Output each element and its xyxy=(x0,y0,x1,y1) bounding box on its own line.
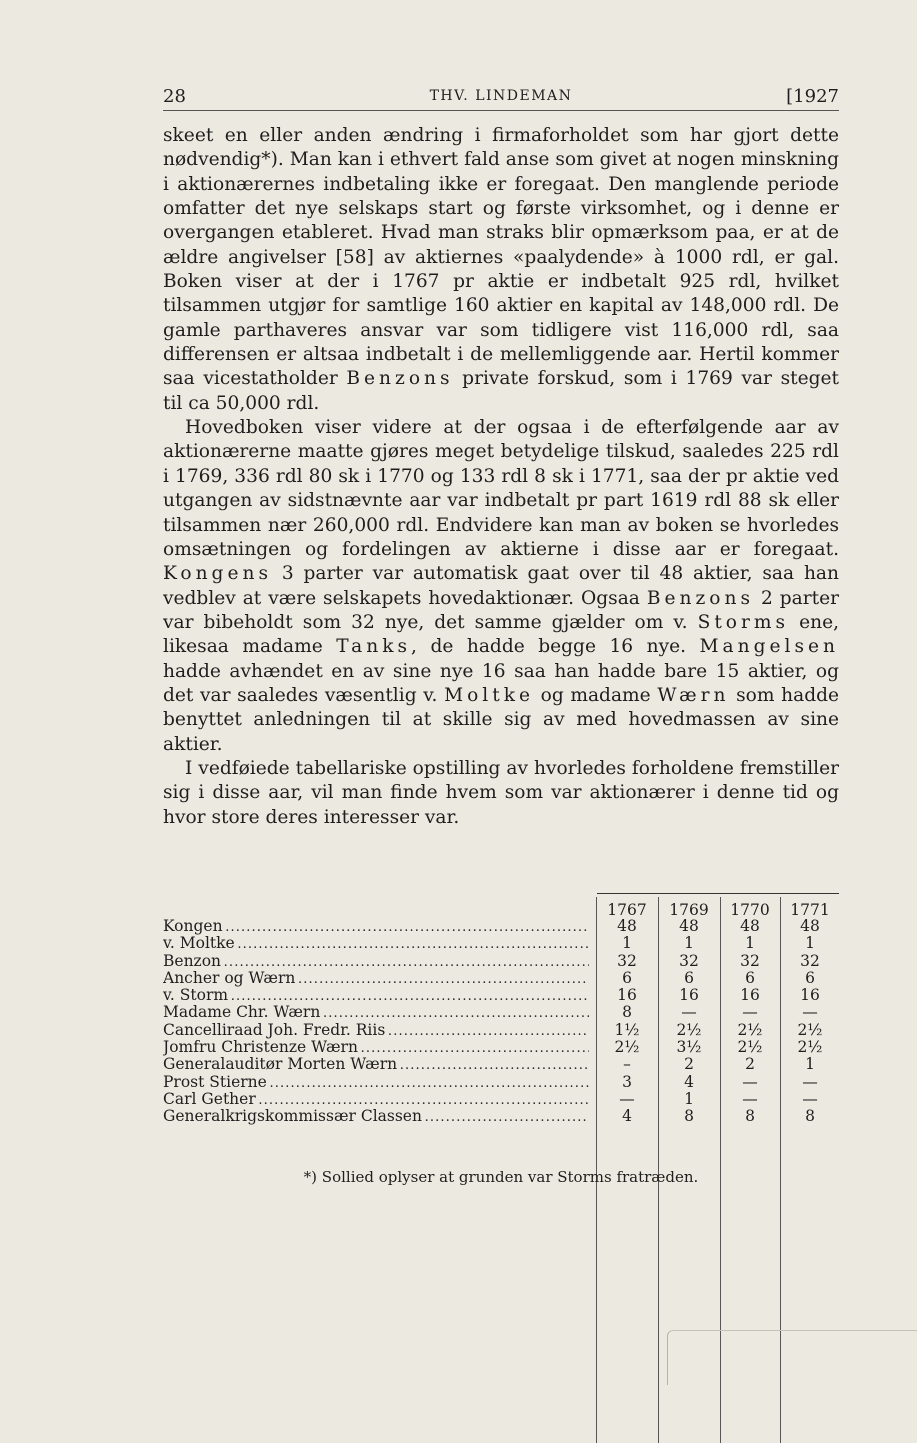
share-count: 2½ xyxy=(737,1038,763,1057)
share-count: 8 xyxy=(805,1107,815,1126)
header-year: [1927 xyxy=(786,86,839,107)
running-header xyxy=(163,86,839,112)
share-count: 1 xyxy=(805,934,815,953)
spaced-name: Kongens xyxy=(163,563,272,585)
share-count: 32 xyxy=(679,951,699,970)
share-count: 6 xyxy=(745,968,755,987)
year-header: 1770 xyxy=(730,901,770,919)
share-count: 32 xyxy=(617,951,637,970)
year-header: 1769 xyxy=(669,901,709,919)
shareholder-name: Carl Gether . . . xyxy=(163,1091,589,1109)
table-row xyxy=(163,1091,839,1108)
spaced-name: Tanks xyxy=(336,636,412,658)
share-count: 8 xyxy=(684,1107,694,1126)
paragraph xyxy=(163,124,839,416)
share-count: 48 xyxy=(679,917,699,935)
table-row xyxy=(163,1074,839,1091)
share-count: 1½ xyxy=(614,1020,640,1039)
text-segment: hadde avhændet en av sine nye 16 saa han hadde bare 15 aktier, og det var saaledes væsentlig v. xyxy=(163,660,839,706)
table-row xyxy=(163,1004,839,1021)
share-count: 4 xyxy=(684,1072,694,1091)
share-count: 4 xyxy=(622,1107,632,1126)
page-number: 28 xyxy=(163,86,186,107)
share-count: 8 xyxy=(622,1003,632,1022)
table-row xyxy=(163,970,839,987)
table-top-rule xyxy=(597,893,839,894)
share-count: 1 xyxy=(684,934,694,953)
text-segment: 2 parter var bibeholdt som 32 nye, det samme gjælder om v. xyxy=(163,587,839,633)
share-count: 2½ xyxy=(614,1038,640,1057)
share-count: – xyxy=(623,1055,631,1074)
share-count: 6 xyxy=(805,968,815,987)
text-segment: 3 parter var automatisk gaat over til 48 aktier, saa han vedblev at være selskapets hovedaktionær. Ogsaa xyxy=(163,563,839,609)
share-count: — xyxy=(619,1089,635,1108)
running-title: THV. LINDEMAN xyxy=(429,88,573,104)
table-row xyxy=(163,1108,839,1125)
share-count: 48 xyxy=(800,917,820,935)
share-count: 32 xyxy=(740,951,760,970)
year-header: 1767 xyxy=(607,901,647,919)
share-count: 48 xyxy=(740,917,760,935)
footnote: *) Sollied oplyser at grunden var Storms fratræden. xyxy=(303,1168,699,1186)
paragraph xyxy=(163,416,839,757)
shareholder-name: Prost Stierne . . . xyxy=(163,1074,589,1092)
share-count: 8 xyxy=(745,1107,755,1126)
share-count: 32 xyxy=(800,951,820,970)
shareholder-name: Generalauditør Morten Wærn . . . xyxy=(163,1056,589,1074)
table-row xyxy=(163,935,839,952)
text-segment: I vedføiede tabellariske opstilling av hvorledes forholdene fremstiller sig i disse aar, vil man finde hvem som var aktionærer i denne tid og hvor store deres interesser var. xyxy=(163,757,839,828)
share-count: 48 xyxy=(617,917,637,935)
table-row xyxy=(163,987,839,1004)
share-count: 2 xyxy=(684,1055,694,1074)
shareholder-name: Cancelliraad Joh. Fredr. Riis . . . xyxy=(163,1022,589,1040)
text-segment: , de hadde begge 16 nye. xyxy=(411,636,700,658)
spaced-name: Moltke xyxy=(444,684,534,706)
share-count: — xyxy=(802,1089,818,1108)
text-segment: Hovedboken viser videre at der ogsaa i de efterfølgende aar av aktionærerne maatte gjøres meget betydelige tilskud, saaledes 225 rdl i 1769, 336 rdl 80 sk i 1770 og 133 rdl 8 sk i 1771, saa der pr aktie ved utgangen av sidstnævnte aar var indbetalt pr part 1619 rdl 88 sk eller tilsammen nær 260,000 rdl. Endvidere kan man av boken se hvorledes omsætningen og fordelingen av aktierne i disse aar er foregaat. xyxy=(163,417,839,560)
text-segment: og madame xyxy=(534,684,658,706)
share-count: 2 xyxy=(745,1055,755,1074)
shareholder-name: Kongen . . . xyxy=(163,918,589,936)
share-count: — xyxy=(742,1072,758,1091)
shareholder-name: Jomfru Christenze Wærn . . . xyxy=(163,1039,589,1057)
share-count: 16 xyxy=(800,986,820,1005)
table-row xyxy=(163,1056,839,1073)
share-count: — xyxy=(802,1072,818,1091)
spaced-name: Mangelsen xyxy=(699,636,839,658)
page-corner-mark xyxy=(667,1330,917,1385)
shareholder-name: v. Moltke . . . xyxy=(163,935,589,953)
year-header: 1771 xyxy=(790,901,830,919)
table-row xyxy=(163,918,839,935)
share-count: — xyxy=(742,1089,758,1108)
share-count: 16 xyxy=(617,986,637,1005)
share-count: 16 xyxy=(740,986,760,1005)
shareholder-name: Ancher og Wærn . . . xyxy=(163,970,589,988)
share-count: — xyxy=(802,1003,818,1022)
body-text xyxy=(163,124,839,830)
share-count: 6 xyxy=(684,968,694,987)
share-count: 1 xyxy=(805,1055,815,1074)
shareholder-name: Benzon . . . xyxy=(163,953,589,971)
text-segment: ene, likesaa madame xyxy=(163,611,839,658)
shareholder-name: Madame Chr. Wærn . . . xyxy=(163,1004,589,1022)
shareholder-name: Generalkrigskommissær Classen . . . xyxy=(163,1108,589,1126)
spaced-name: Benzons xyxy=(646,587,754,609)
share-count: 1 xyxy=(684,1089,694,1108)
text-segment: private forskud, som i 1769 var steget til ca 50,000 rdl. xyxy=(163,368,839,414)
share-count: — xyxy=(681,1003,697,1022)
shareholder-name: v. Storm . . . xyxy=(163,987,589,1005)
table-body xyxy=(163,918,839,1126)
spaced-name: Benzons xyxy=(346,368,454,390)
share-count: 1 xyxy=(745,934,755,953)
share-count: 3½ xyxy=(676,1038,702,1057)
spaced-name: Storms xyxy=(697,611,790,633)
table-row xyxy=(163,953,839,970)
header-rule xyxy=(163,110,839,111)
share-count: 2½ xyxy=(797,1020,823,1039)
text-segment: som hadde benyttet anledningen til at skille sig av med hovedmassen av sine aktier. xyxy=(163,684,839,755)
text-segment: skeet en eller anden ændring i firmaforholdet som har gjort dette nødvendig*). Man kan i ethvert fald anse som givet at nogen minskning i aktionærernes indbetaling ikke er foregaat. Den manglende periode omfatter det nye selskaps start og første virksomhet, og i denne er overgangen etableret. Hvad man straks blir opmærksom paa, er at de ældre angivelser [58] av aktiernes «paalydende» à 1000 rdl, er gal. Boken viser at der i 1767 pr aktie er indbetalt 925 rdl, hvilket tilsammen utgjør for samtlige 160 aktier en kapital av 148,000 rdl. De gamle parthaveres ansvar var som tidligere vist 116,000 rdl, saa differensen er altsaa indbetalt i de mellemliggende aar. Hertil kommer saa vicestatholder xyxy=(163,125,839,390)
table-row xyxy=(163,1022,839,1039)
share-count: 1 xyxy=(622,934,632,953)
share-count: 2½ xyxy=(737,1020,763,1039)
spaced-name: Wærn xyxy=(657,684,730,706)
paragraph xyxy=(163,757,839,830)
share-count: 2½ xyxy=(676,1020,702,1039)
share-count: 3 xyxy=(622,1072,632,1091)
share-count: 6 xyxy=(622,968,632,987)
table-row xyxy=(163,1039,839,1056)
share-count: — xyxy=(742,1003,758,1022)
share-count: 16 xyxy=(679,986,699,1005)
share-count: 2½ xyxy=(797,1038,823,1057)
